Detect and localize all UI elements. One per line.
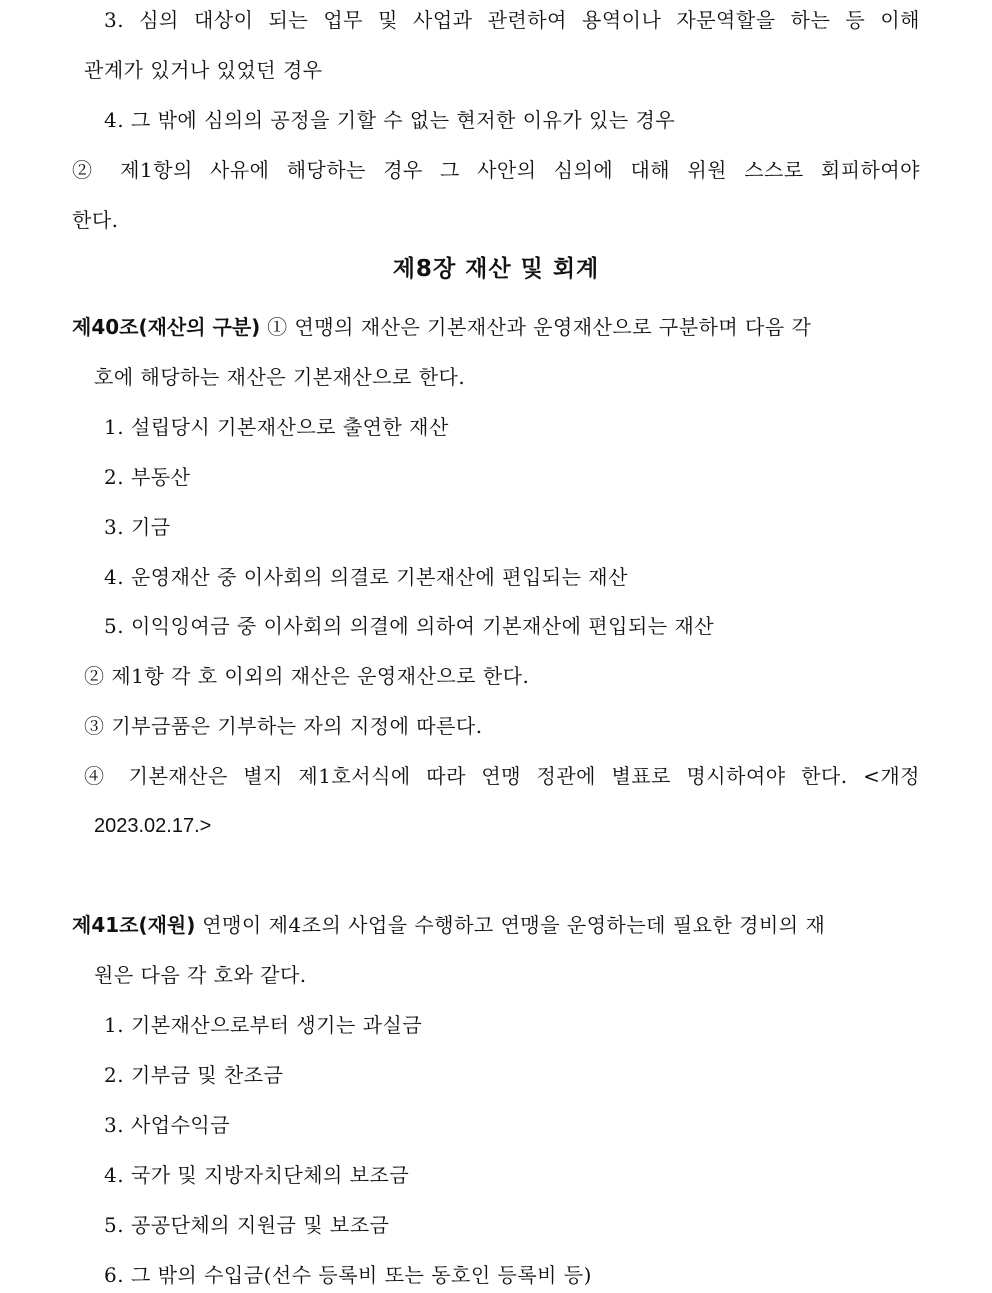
article-40-para-1-line-1: ① 연맹의 재산은 기본재산과 운영재산으로 구분하며 다음 각	[260, 315, 812, 339]
item-4: 4. 그 밖에 심의의 공정을 기할 수 없는 현저한 이유가 있는 경우	[104, 108, 676, 132]
article-41-item-1: 1. 기본재산으로부터 생기는 과실금	[104, 1013, 423, 1037]
article-41-item-4: 4. 국가 및 지방자치단체의 보조금	[104, 1163, 410, 1187]
article-40-item-2: 2. 부동산	[104, 465, 191, 489]
article-40-item-5: 5. 이익잉여금 중 이사회의 의결에 의하여 기본재산에 편입되는 재산	[104, 614, 715, 638]
article-40-item-3: 3. 기금	[104, 515, 171, 539]
article-40-para-3: ③ 기부금품은 기부하는 자의 지정에 따른다.	[84, 714, 483, 738]
paragraph-2-line-1: ② 제1항의 사유에 해당하는 경우 그 사안의 심의에 대해 위원 스스로 회피하여야	[72, 158, 920, 182]
item-3-line-1: 3. 심의 대상이 되는 업무 및 사업과 관련하여 용역이나 자문역할을 하는 등 이해	[104, 8, 920, 32]
article-41-intro-line-1: 연맹이 제4조의 사업을 수행하고 연맹을 운영하는데 필요한 경비의 재	[195, 913, 826, 937]
article-40-item-1: 1. 설립당시 기본재산으로 출연한 재산	[104, 415, 449, 439]
article-41-intro-line-2: 원은 다음 각 호와 같다.	[94, 963, 307, 987]
chapter-title: 제8장 재산 및 회계	[392, 256, 600, 282]
article-40-title: 제40조(재산의 구분)	[72, 315, 261, 339]
article-40-item-4: 4. 운영재산 중 이사회의 의결로 기본재산에 편입되는 재산	[104, 565, 628, 589]
article-40-heading	[72, 314, 920, 340]
article-40-para-4-line-1: ④ 기본재산은 별지 제1호서식에 따라 연맹 정관에 별표로 명시하여야 한다. <개정	[84, 764, 920, 788]
article-41-item-2: 2. 기부금 및 찬조금	[104, 1063, 284, 1087]
article-41-title: 제41조(재원)	[72, 913, 196, 937]
article-40-para-1-line-2: 호에 해당하는 재산은 기본재산으로 한다.	[94, 365, 466, 389]
amendment-date: 2023.02.17.>	[94, 815, 212, 837]
item-3-line-2: 관계가 있거나 있었던 경우	[84, 58, 323, 82]
article-41-heading	[72, 912, 920, 938]
article-41-item-5: 5. 공공단체의 지원금 및 보조금	[104, 1213, 390, 1237]
article-41-item-6: 6. 그 밖의 수입금(선수 등록비 또는 동호인 등록비 등)	[104, 1263, 592, 1287]
article-41-item-3: 3. 사업수익금	[104, 1113, 231, 1137]
paragraph-2-line-2: 한다.	[72, 208, 119, 232]
article-40-para-2: ② 제1항 각 호 이외의 재산은 운영재산으로 한다.	[84, 664, 530, 688]
